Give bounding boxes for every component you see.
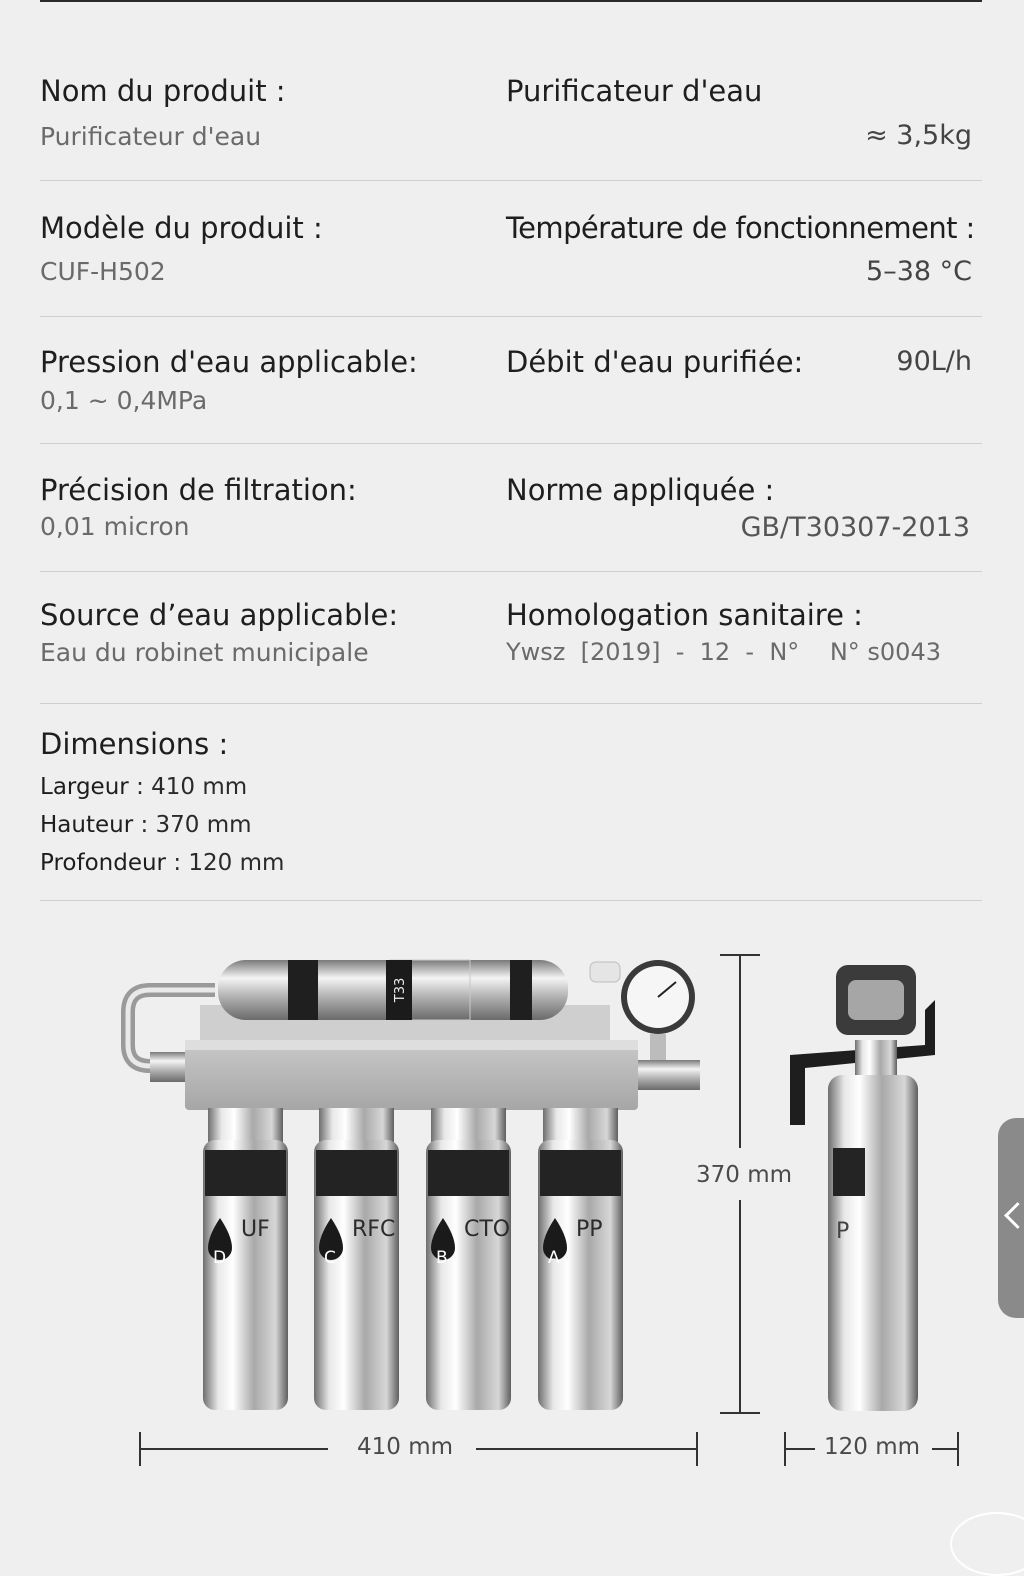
divider (40, 316, 982, 317)
temperature-label: Température de fonctionnement : (506, 211, 975, 245)
model-value: CUF-H502 (40, 257, 166, 286)
depth-value: : 120 mm (173, 850, 285, 876)
filter-code: PP (576, 1217, 603, 1242)
filter-housing-a (538, 1108, 623, 1410)
divider (40, 571, 982, 572)
filter-letter: C (324, 1248, 336, 1268)
outlet-fitting (638, 1060, 700, 1090)
corner-decoration (950, 1512, 1024, 1576)
filtration-precision-label: Précision de filtration: (40, 473, 357, 507)
side-filter-code: P (836, 1219, 850, 1244)
filter-code: CTO (464, 1217, 511, 1242)
side-view-filter (790, 965, 935, 1411)
product-name-label: Nom du produit : (40, 74, 286, 108)
filter-housing-c (314, 1108, 399, 1410)
dimensions-title: Dimensions : (40, 727, 229, 761)
divider (40, 180, 982, 181)
width-value: : 410 mm (136, 774, 248, 800)
flow-rate-label: Débit d'eau purifiée: (506, 345, 804, 379)
sanitary-approval-value: Ywsz [2019] - 12 - N° N° s0043 (506, 638, 941, 666)
standard-label: Norme appliquée : (506, 473, 775, 507)
model-label: Modèle du produit : (40, 211, 323, 245)
carousel-next-handle[interactable] (998, 1118, 1024, 1318)
water-source-label: Source d’eau applicable: (40, 598, 399, 632)
filter-housing-d (203, 1108, 288, 1410)
divider (40, 900, 982, 901)
elbow-fitting (590, 962, 620, 982)
width-label: Largeur (40, 774, 129, 800)
filter-housing-b (426, 1108, 511, 1410)
cartridge-clamp (510, 960, 532, 1020)
top-divider (40, 0, 982, 2)
chevron-left-icon (1004, 1202, 1024, 1229)
height-value: : 370 mm (140, 812, 252, 838)
filter-code: UF (241, 1217, 270, 1242)
divider (40, 443, 982, 444)
product-illustration (0, 930, 1024, 1490)
filtration-precision-value: 0,01 micron (40, 512, 190, 541)
manifold-block (185, 1040, 638, 1110)
height-measure-label: 370 mm (696, 1162, 793, 1188)
filter-letter: B (436, 1248, 448, 1268)
cartridge-clamp (288, 960, 318, 1020)
weight-value: ≈ 3,5kg (865, 120, 972, 151)
top-cartridge-label: T33 (393, 977, 408, 1003)
filter-code: RFC (352, 1217, 396, 1242)
temperature-value: 5–38 °C (866, 256, 972, 287)
standard-value: GB/T30307-2013 (740, 512, 970, 543)
flow-rate-value: 90L/h (896, 346, 972, 377)
divider (40, 703, 982, 704)
width-line (40, 774, 247, 800)
width-measure-label: 410 mm (357, 1434, 454, 1460)
filter-letter: A (548, 1248, 560, 1268)
filter-group (203, 1108, 623, 1410)
product-type-label: Purificateur d'eau (506, 74, 763, 108)
pressure-value: 0,1 ~ 0,4MPa (40, 386, 208, 415)
filter-letter: D (213, 1248, 227, 1268)
height-label: Hauteur (40, 812, 134, 838)
water-source-value: Eau du robinet municipale (40, 638, 369, 667)
depth-measure-label: 120 mm (824, 1434, 921, 1460)
product-name-value: Purificateur d'eau (40, 122, 262, 151)
pressure-label: Pression d'eau applicable: (40, 345, 418, 379)
height-line (40, 812, 252, 838)
depth-label: Profondeur (40, 850, 167, 876)
sanitary-approval-label: Homologation sanitaire : (506, 598, 863, 632)
depth-line (40, 850, 284, 876)
